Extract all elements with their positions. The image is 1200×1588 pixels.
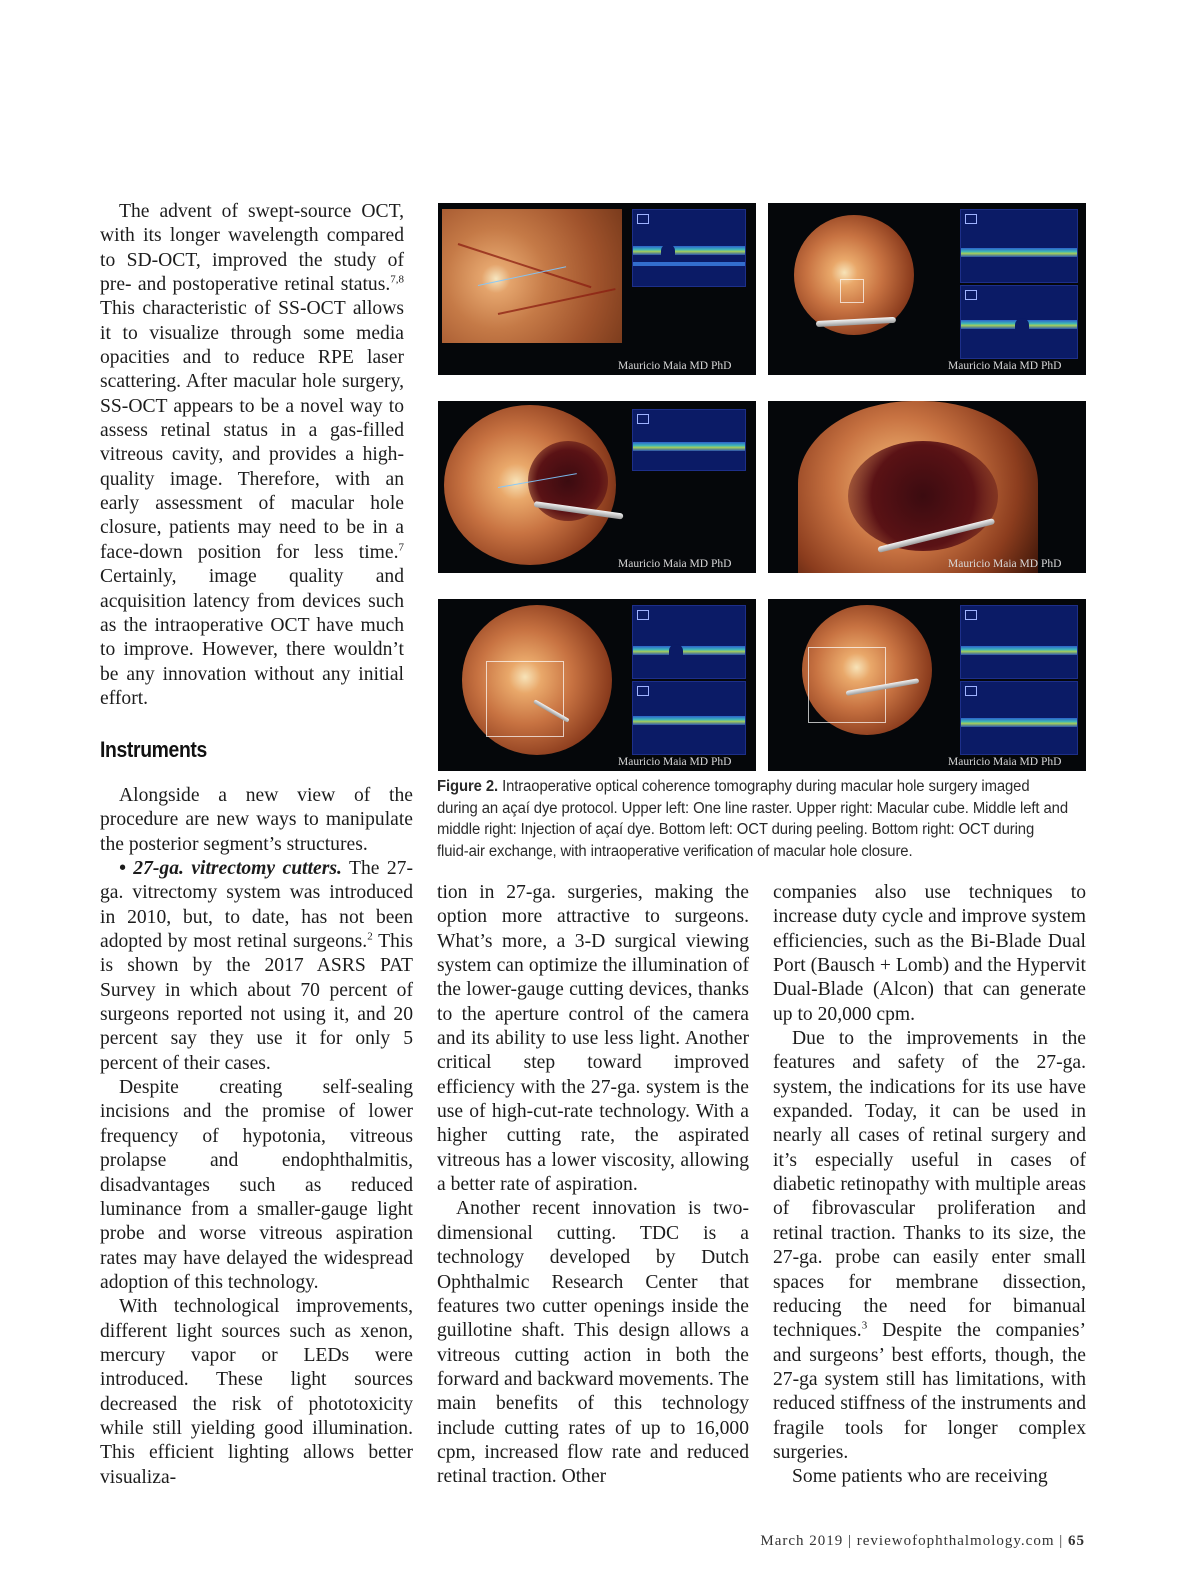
paragraph-improvements: Due to the improvements in the features and safety of the 27-ga. system, the indications for its use have expanded. Today, it can be used in nearly all cases of retinal surgery and it’s especially useful in cases of diabetic retinopathy with multiple areas of fibrovascular proliferation and retinal traction. Thanks to its size, the 27-ga. probe can easily enter small spaces for membrane dissection, reducing the need for bimanual techniques.$^3$ Despite the companies’ and surgeons’ best efforts, though, the 27-ga system still has limitations, with reduced stiffness of the instruments and fragile tools for longer complex surgeries. (773, 1028, 1086, 1463)
photo-credit: Mauricio Maia MD PhD (948, 558, 1062, 570)
scan-box (486, 661, 564, 737)
paragraph-duty-cycle: companies also use techniques to increase duty cycle and improve system efficiencies, such as the Bi-Blade Dual Port (Bausch + Lomb) and the Hypervit Dual-Blade (Alcon) that can generate up to 20,000 cpm. (773, 882, 1086, 1025)
fundus-image (442, 209, 622, 343)
raster-icon (637, 414, 649, 424)
photo-credit: Mauricio Maia MD PhD (618, 360, 732, 372)
raster-icon (637, 686, 649, 696)
raster-icon (965, 290, 977, 300)
figure-label: Figure 2. (437, 778, 499, 795)
photo-credit: Mauricio Maia MD PhD (618, 558, 732, 570)
paragraph-despite: Despite creating self-sealing incisions and the promise of lower frequency of hypotonia, vitreous prolapse and endophthalmitis, disadvantages such as reduced luminance from a smaller-gauge light probe and worse vitreous aspiration rates may have delayed the widespread adoption of this technology. (100, 1077, 413, 1293)
photo-credit: Mauricio Maia MD PhD (948, 756, 1062, 768)
footer-text: March 2019 | reviewofophthalmology.com | (760, 1533, 1068, 1549)
left-column-top (100, 200, 404, 711)
intro-paragraph: The advent of swept-source OCT, with its longer wavelength compared to SD-OCT, improved the study of pre- and postoperative retinal status.$^{7,8}$ This characteristic of SS-OCT allows it to visualize through some media opacities and to reduce RPE laser scattering. After macular hole surgery, SS-OCT appears to be a novel way to assess retinal status in a gas-filled vitreous cavity, and provides a high-quality image. Therefore, with an early assessment of macular hole closure, patients may need to be in a face-down position for less time.$^7$ Certainly, image quality and acquisition latency from devices such as the intraoperative OCT have much to improve. However, there wouldn’t be any innovation without any initial effort. (100, 201, 404, 709)
panel-bottom-left (438, 599, 756, 771)
panel-upper-left (438, 203, 756, 375)
bullet-27ga-cutters: • 27-ga. vitrectomy cutters. The 27-ga. vitrectomy system was introduced in 2010, but, to date, has not been adopted by most retinal surgeons.$^2$ This is shown by the 2017 ASRS PAT Survey in which about 70 percent of surgeons reported not using it, and 20 percent say they use it for only 5 percent of their cases. (100, 858, 413, 1074)
raster-icon (965, 686, 977, 696)
photo-credit: Mauricio Maia MD PhD (618, 756, 732, 768)
oct-scan-top (632, 605, 746, 679)
oct-scan-bottom (960, 285, 1078, 359)
raster-icon (965, 610, 977, 620)
section-heading-instruments: Instruments (100, 737, 207, 762)
page-number: 65 (1068, 1533, 1085, 1549)
panel-middle-right (768, 401, 1086, 573)
left-column-bottom (100, 784, 413, 1490)
right-column (773, 881, 1086, 1490)
panel-middle-left (438, 401, 756, 573)
caption-text: Intraoperative optical coherence tomography during macular hole surgery imaged during an açaí dye protocol. Upper left: One line raster. Upper right: Macular cube. Middle left and middle right: Injection of açaí dye. Bottom left: OCT during peeling. Bottom right: OCT during fluid-air exchange, with intraoperative verification of macular hole closure. (437, 778, 1068, 860)
panel-bottom-right (768, 599, 1086, 771)
paragraph-two-dimensional-cutting: Another recent innovation is two-dimensional cutting. TDC is a technology developed by Dutch Ophthalmic Research Center that features two cutter openings inside the guillotine shaft. This design allows a vitreous cutting action in both the forward and backward movements. The main benefits of this technology include cutting rates of up to 16,000 cpm, increased flow rate and reduced retinal traction. Other (437, 1198, 749, 1488)
raster-icon (637, 610, 649, 620)
figure-2-image-grid (438, 203, 1086, 771)
figure-caption (437, 776, 1069, 862)
oct-scan-top (960, 209, 1078, 283)
oct-scan (632, 409, 746, 471)
paragraph-patients: Some patients who are receiving (792, 1466, 1048, 1488)
paragraph-continued: tion in 27-ga. surgeries, making the option more attractive to surgeons. What’s more, a 3-D surgical viewing system can optimize the illumination of the lower-gauge cutting devices, thanks to the aperture control of the camera and its ability to use less light. Another critical step toward improved efficiency with the 27-ga. system is the use of high-cut-rate technology. With a higher cutting rate, the aspirated vitreous has a lower viscosity, allowing a better rate of aspiration. (437, 882, 749, 1196)
raster-icon (637, 214, 649, 224)
middle-column (437, 881, 749, 1490)
oct-scan-bottom (632, 681, 746, 755)
photo-credit: Mauricio Maia MD PhD (948, 360, 1062, 372)
macular-cube-box (840, 279, 864, 303)
oct-scan (632, 209, 746, 287)
raster-icon (965, 214, 977, 224)
paragraph-alongside: Alongside a new view of the procedure are new ways to manipulate the posterior segment’s structures. (100, 785, 413, 855)
oct-scan-bottom (960, 681, 1078, 755)
page-footer (760, 1533, 1085, 1550)
paragraph-with-improvements: With technological improvements, different light sources such as xenon, mercury vapor or LEDs were introduced. These light sources decreased the risk of phototoxicity while still yielding good illumination. This efficient lighting allows better visualiza- (100, 1296, 413, 1488)
panel-upper-right (768, 203, 1086, 375)
oct-scan-top (960, 605, 1078, 679)
fundus-image (794, 215, 914, 335)
